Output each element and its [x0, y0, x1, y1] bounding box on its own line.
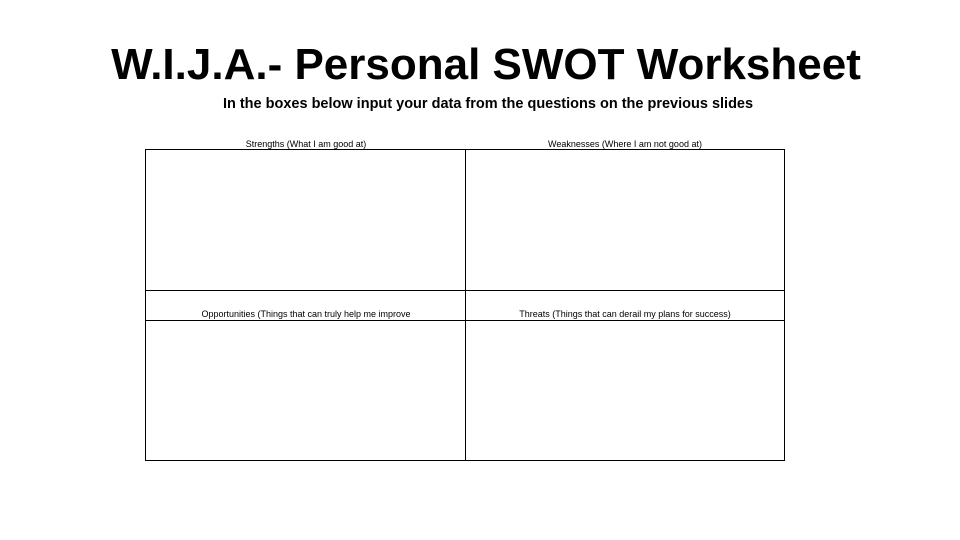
- page-title: W.I.J.A.- Personal SWOT Worksheet: [111, 40, 861, 89]
- threats-label: Threats (Things that can derail my plans for success): [519, 309, 731, 319]
- strengths-input-box[interactable]: [146, 150, 465, 290]
- strengths-label: Strengths (What I am good at): [245, 139, 367, 149]
- weaknesses-input-box[interactable]: [466, 150, 784, 290]
- threats-input-box[interactable]: [466, 321, 784, 460]
- grid-middle-divider: [145, 290, 785, 291]
- instructions-text: In the boxes below input your data from the questions on the previous slides: [222, 96, 754, 112]
- opportunities-input-box[interactable]: [146, 321, 465, 460]
- weaknesses-label: Weaknesses (Where I am not good at): [548, 139, 702, 149]
- opportunities-label: Opportunities (Things that can truly help me improve: [201, 309, 411, 319]
